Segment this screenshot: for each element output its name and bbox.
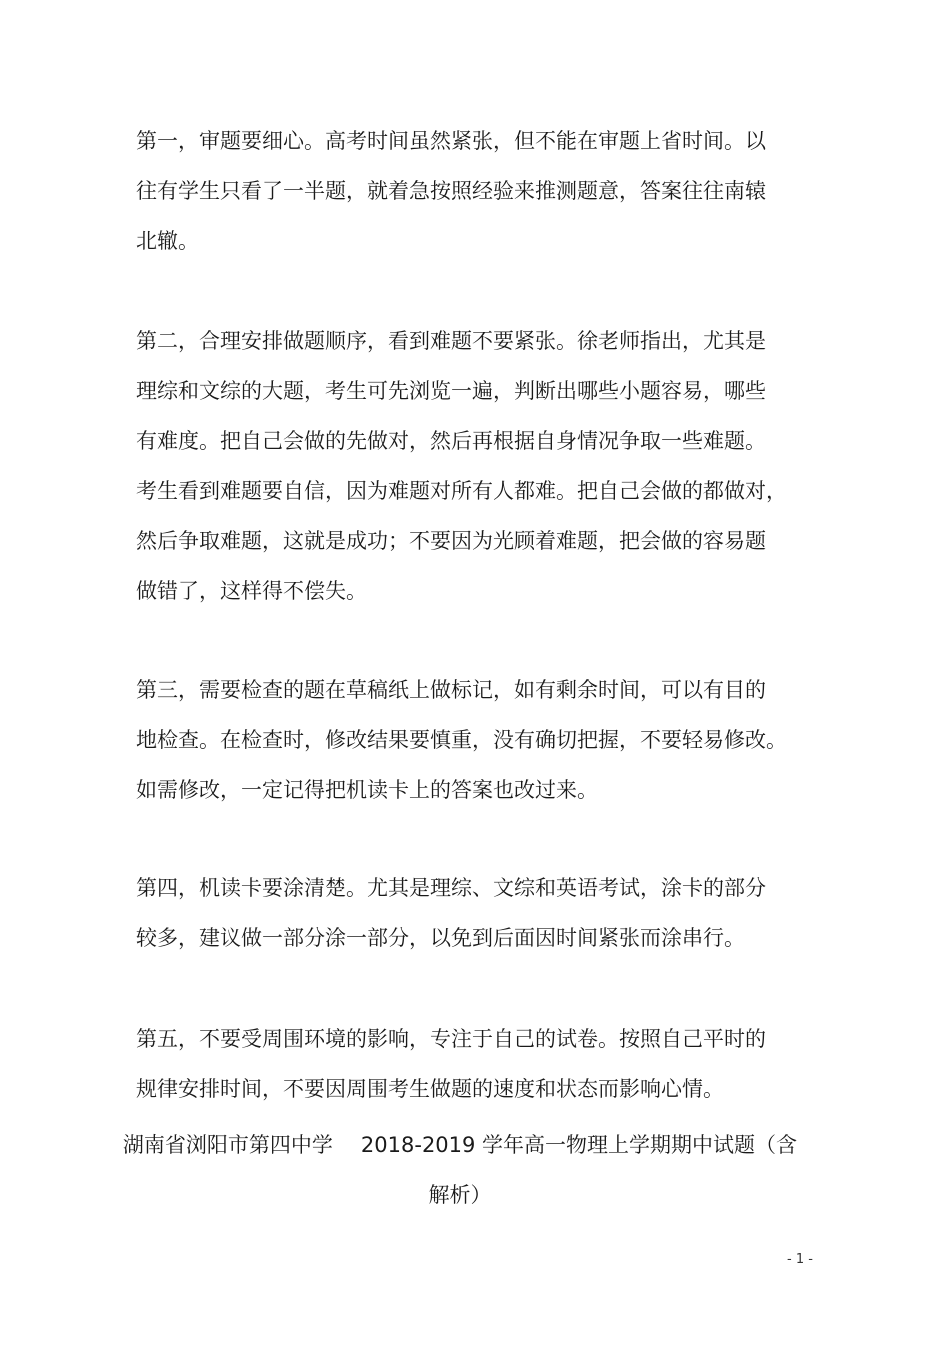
text-line: 然后争取难题，这就是成功；不要因为光顾着难题，把会做的容易题 (136, 529, 766, 553)
paragraph-4 (136, 863, 776, 963)
title-exam: 2018-2019 学年高一物理上学期期中试题（含 (360, 1133, 798, 1157)
text-line: 北辙。 (136, 229, 199, 253)
text-line: 地检查。在检查时，修改结果要慎重，没有确切把握，不要轻易修改。 (136, 728, 787, 752)
text-line: 如需修改，一定记得把机读卡上的答案也改过来。 (136, 778, 598, 802)
text-line: 第四，机读卡要涂清楚。尤其是理综、文综和英语考试，涂卡的部分 (136, 876, 766, 900)
document-title (100, 1120, 820, 1220)
text-line: 规律安排时间，不要因周围考生做题的速度和状态而影响心情。 (136, 1077, 724, 1101)
text-line: 做错了，这样得不偿失。 (136, 579, 367, 603)
paragraph-2 (136, 316, 787, 616)
text-line: 第五，不要受周围环境的影响，专注于自己的试卷。按照自己平时的 (136, 1027, 766, 1051)
text-line: 第二，合理安排做题顺序，看到难题不要紧张。徐老师指出，尤其是 (136, 329, 766, 353)
text-line: 考生看到难题要自信，因为难题对所有人都难。把自己会做的都做对， (136, 479, 787, 503)
paragraph-5 (136, 1014, 776, 1114)
text-line: 理综和文综的大题，考生可先浏览一遍，判断出哪些小题容易，哪些 (136, 379, 766, 403)
text-line: 有难度。把自己会做的先做对，然后再根据自身情况争取一些难题。 (136, 429, 766, 453)
text-line: 第一，审题要细心。高考时间虽然紧张，但不能在审题上省时间。以 (136, 129, 766, 153)
page-number: - 1 - (787, 1252, 813, 1267)
title-line-2: 解析） (428, 1183, 492, 1207)
text-line: 较多，建议做一部分涂一部分，以免到后面因时间紧张而涂串行。 (136, 926, 745, 950)
title-line-1 (100, 1120, 820, 1170)
paragraph-3 (136, 665, 787, 815)
text-line: 往有学生只看了一半题，就着急按照经验来推测题意，答案往往南辕 (136, 179, 766, 203)
title-school: 湖南省浏阳市第四中学 (122, 1133, 333, 1157)
text-line: 第三，需要检查的题在草稿纸上做标记，如有剩余时间，可以有目的 (136, 678, 766, 702)
paragraph-1 (136, 116, 776, 266)
